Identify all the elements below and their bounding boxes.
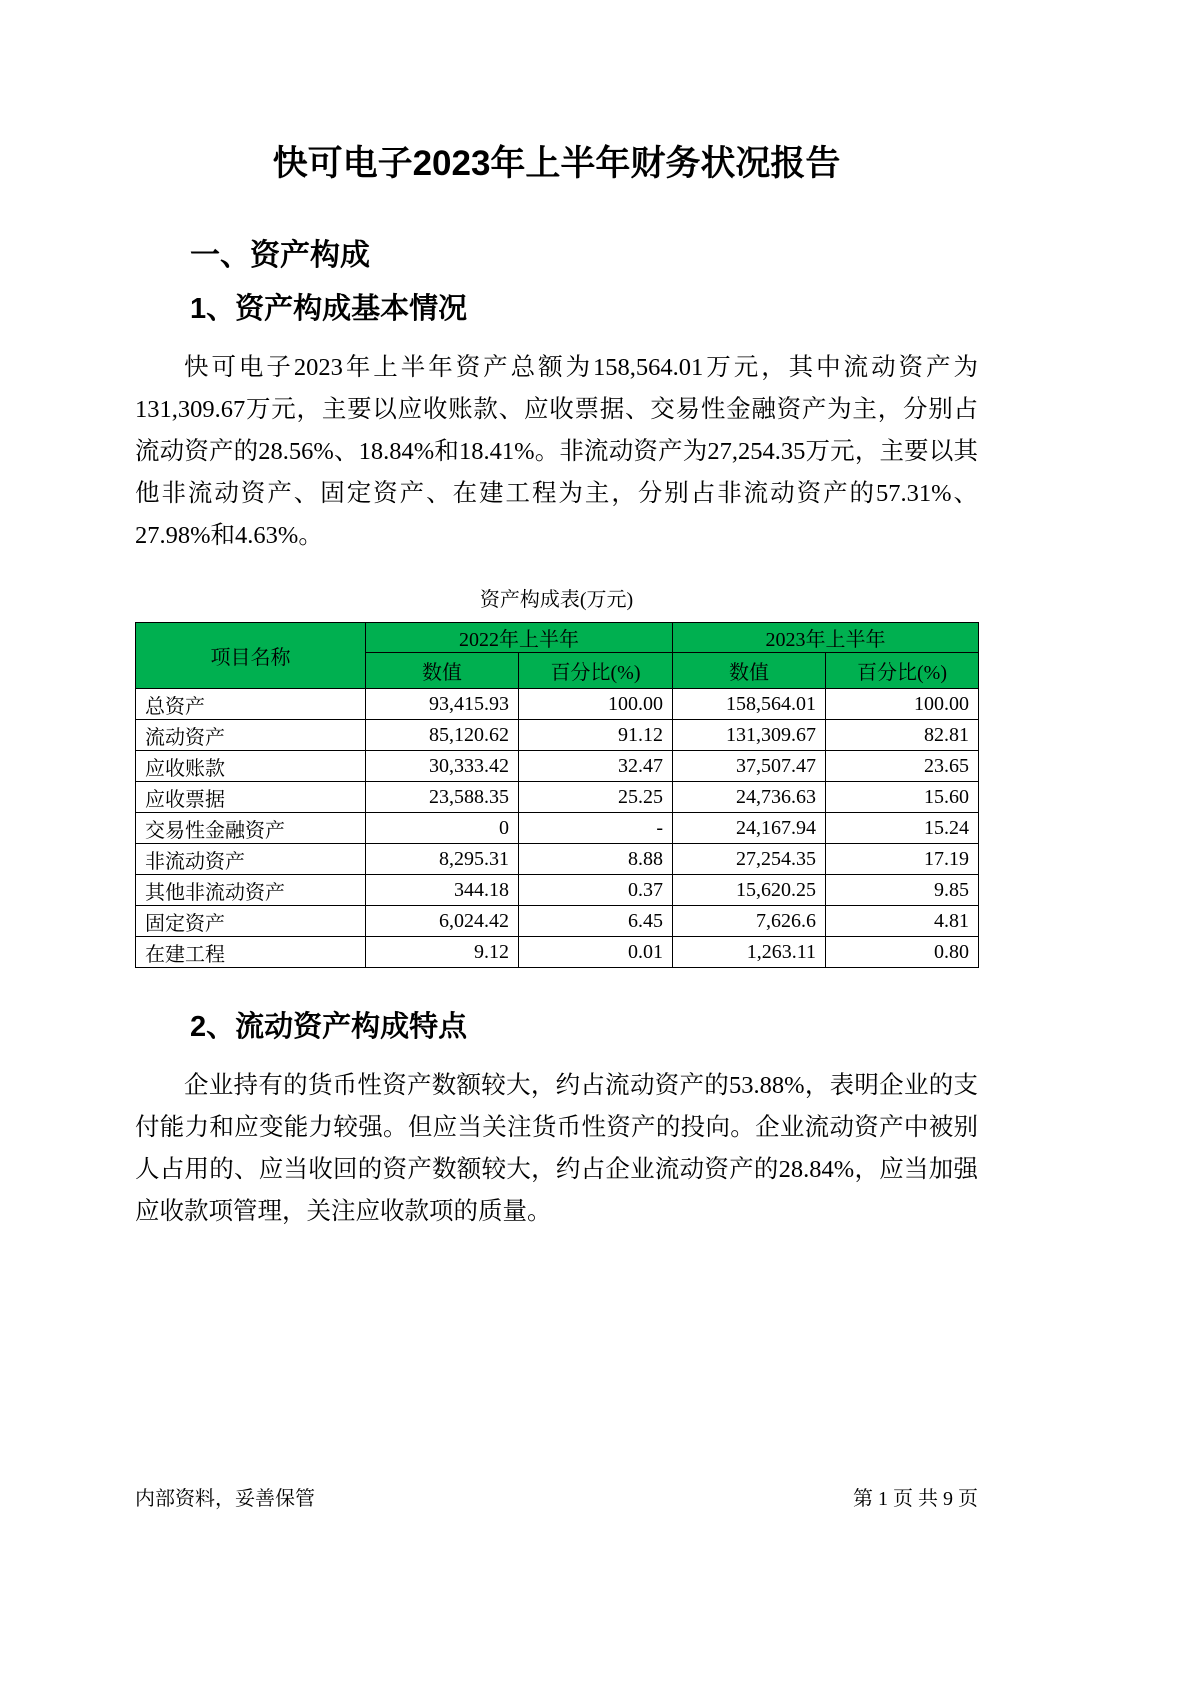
row-item-name: 其他非流动资产 [136, 875, 366, 906]
row-2023-value: 24,167.94 [673, 813, 826, 844]
header-year-2022: 2022年上半年 [366, 623, 673, 653]
table-caption: 资产构成表(万元) [479, 589, 634, 611]
row-2022-percent: 91.12 [519, 720, 673, 751]
row-2023-percent: 82.81 [826, 720, 979, 751]
row-2023-value: 7,626.6 [673, 906, 826, 937]
row-2023-percent: 4.81 [826, 906, 979, 937]
row-2023-percent: 15.24 [826, 813, 979, 844]
row-2022-percent: 8.88 [519, 844, 673, 875]
row-item-name: 交易性金融资产 [136, 813, 366, 844]
row-2022-percent: 25.25 [519, 782, 673, 813]
table-row [136, 813, 979, 844]
table-row [136, 689, 979, 720]
row-item-name: 总资产 [136, 689, 366, 720]
row-2023-value: 1,263.11 [673, 937, 826, 968]
header-2022-percent: 百分比(%) [519, 653, 673, 689]
row-2023-percent: 0.80 [826, 937, 979, 968]
row-2022-value: 30,333.42 [366, 751, 519, 782]
row-2022-value: 85,120.62 [366, 720, 519, 751]
header-2022-value: 数值 [366, 653, 519, 689]
row-2023-percent: 100.00 [826, 689, 979, 720]
section-1-heading: 一、资产构成 [190, 239, 370, 272]
table-header-row-years [136, 623, 979, 653]
row-2023-percent: 23.65 [826, 751, 979, 782]
row-2022-value: 9.12 [366, 937, 519, 968]
row-2023-value: 131,309.67 [673, 720, 826, 751]
table-row [136, 782, 979, 813]
row-2023-value: 27,254.35 [673, 844, 826, 875]
footer-confidential-note: 内部资料，妥善保管 [135, 1488, 315, 1510]
row-2023-value: 24,736.63 [673, 782, 826, 813]
row-2022-percent: 32.47 [519, 751, 673, 782]
table-row [136, 875, 979, 906]
row-2022-percent: 0.01 [519, 937, 673, 968]
row-2022-value: 8,295.31 [366, 844, 519, 875]
row-2022-value: 23,588.35 [366, 782, 519, 813]
section-1-1-heading: 1、资产构成基本情况 [190, 293, 468, 325]
document-title: 快可电子2023年上半年财务状况报告 [272, 144, 841, 183]
row-2022-percent: - [519, 813, 673, 844]
row-2022-value: 0 [366, 813, 519, 844]
row-item-name: 应收票据 [136, 782, 366, 813]
row-item-name: 应收账款 [136, 751, 366, 782]
row-2023-percent: 15.60 [826, 782, 979, 813]
row-item-name: 在建工程 [136, 937, 366, 968]
row-2023-percent: 9.85 [826, 875, 979, 906]
footer-page-number: 第 1 页 共 9 页 [853, 1488, 978, 1510]
row-item-name: 非流动资产 [136, 844, 366, 875]
page-footer [135, 1482, 978, 1511]
header-2023-value: 数值 [673, 653, 826, 689]
section-1-2-heading: 2、流动资产构成特点 [190, 1011, 468, 1043]
header-year-2023: 2023年上半年 [673, 623, 979, 653]
row-2023-value: 37,507.47 [673, 751, 826, 782]
table-row [136, 937, 979, 968]
table-row [136, 844, 979, 875]
header-item-name: 项目名称 [136, 623, 366, 689]
header-2023-percent: 百分比(%) [826, 653, 979, 689]
asset-composition-table [135, 622, 979, 968]
row-2022-percent: 6.45 [519, 906, 673, 937]
row-item-name: 流动资产 [136, 720, 366, 751]
row-2023-value: 15,620.25 [673, 875, 826, 906]
row-2022-percent: 0.37 [519, 875, 673, 906]
row-2022-value: 6,024.42 [366, 906, 519, 937]
row-2022-value: 344.18 [366, 875, 519, 906]
table-row [136, 906, 979, 937]
row-2023-value: 158,564.01 [673, 689, 826, 720]
table-row [136, 720, 979, 751]
row-2023-percent: 17.19 [826, 844, 979, 875]
row-2022-value: 93,415.93 [366, 689, 519, 720]
paragraph-asset-overview: 快可电子2023年上半年资产总额为158,564.01万元，其中流动资产为131,309.67万元，主要以应收账款、应收票据、交易性金融资产为主，分别占流动资产的28.56%、18.84%和18.41%。非流动资产为27,254.35万元，主要以其他非流动资产、固定资产、在建工程为主，分别占非流动资产的57.31%、27.98%和4.63%。 [135, 354, 978, 549]
table-row [136, 751, 979, 782]
row-item-name: 固定资产 [136, 906, 366, 937]
paragraph-current-assets: 企业持有的货币性资产数额较大，约占流动资产的53.88%，表明企业的支付能力和应变能力较强。但应当关注货币性资产的投向。企业流动资产中被别人占用的、应当收回的资产数额较大，约占企业流动资产的28.84%，应当加强应收款项管理，关注应收款项的质量。 [135, 1072, 978, 1225]
row-2022-percent: 100.00 [519, 689, 673, 720]
